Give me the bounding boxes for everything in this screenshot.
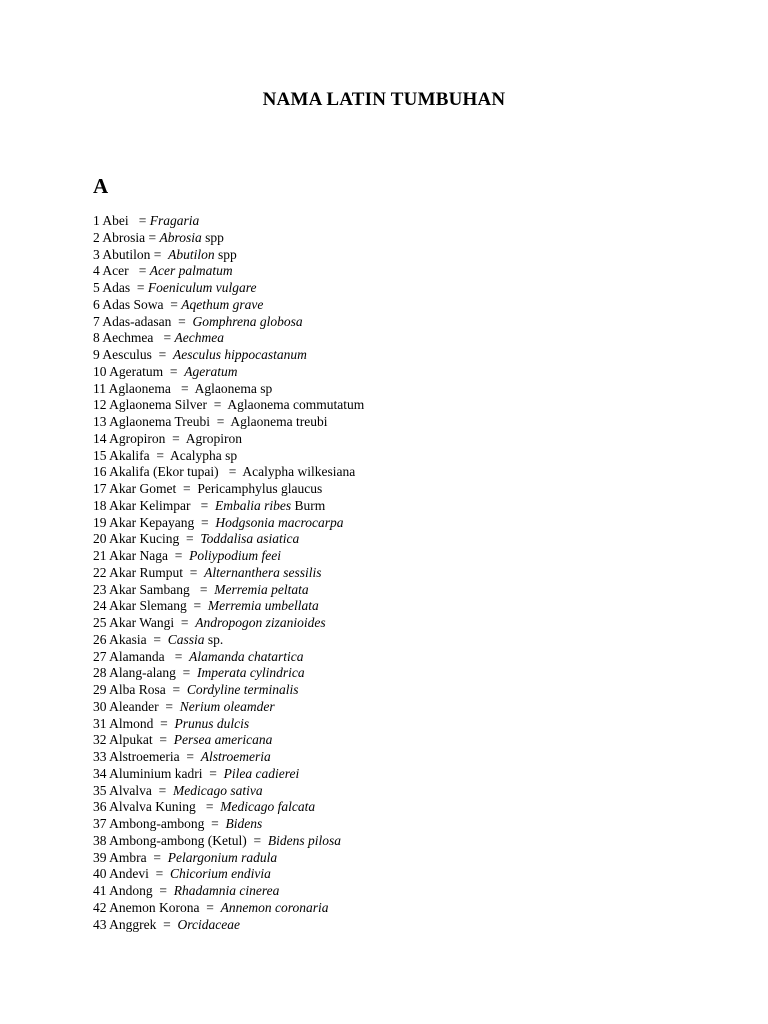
page-title: NAMA LATIN TUMBUHAN (262, 89, 506, 110)
equals-separator: = (163, 296, 182, 312)
scientific-name: Rhadamnia cinerea (173, 883, 280, 898)
equals-separator: = (164, 648, 190, 664)
entry-number: 41 (93, 883, 107, 898)
equals-separator: = (204, 816, 226, 831)
scientific-name: Nerium oleamder (179, 698, 275, 714)
list-item (93, 649, 693, 666)
list-item (93, 414, 693, 431)
equals-separator: = (175, 665, 197, 681)
common-name: Alang-alang (109, 665, 176, 681)
equals-separator: = (152, 883, 174, 898)
scientific-name: Abrosia (159, 229, 202, 245)
scientific-name: Alternanthera sessilis (204, 564, 322, 580)
entry-number: 10 (93, 363, 107, 379)
entry-number: 21 (93, 548, 107, 563)
common-name: Akalifa (109, 447, 150, 463)
list-item (93, 732, 693, 749)
list-item (93, 632, 693, 649)
equals-separator: = (165, 682, 187, 697)
common-name: Aglaonema Treubi (109, 414, 211, 429)
common-name: Anggrek (109, 916, 157, 932)
scientific-name: Aesculus hippocastanum (173, 347, 307, 362)
scientific-suffix: spp (214, 246, 237, 262)
scientific-name: Acalypha wilkesiana (242, 464, 356, 480)
list-item (93, 364, 693, 381)
common-name: Ageratum (109, 363, 164, 379)
entry-number: 19 (93, 514, 107, 530)
entry-number: 35 (93, 782, 107, 798)
common-name: Alba Rosa (109, 682, 166, 697)
entry-number: 26 (93, 631, 107, 647)
equals-separator: = (149, 447, 170, 463)
equals-separator: = (183, 564, 205, 580)
scientific-name: Orcidaceae (177, 916, 240, 932)
equals-separator: = (176, 481, 198, 496)
entry-number: 16 (93, 464, 107, 480)
entry-number: 24 (93, 598, 107, 614)
common-name: Akalifa (Ekor tupai) (109, 464, 219, 480)
equals-separator: = (152, 732, 174, 748)
scientific-name: Imperata cylindrica (197, 665, 305, 681)
entry-number: 29 (93, 682, 107, 697)
list-item (93, 598, 693, 615)
list-item (93, 481, 693, 498)
entry-number: 12 (93, 397, 107, 413)
equals-separator: = (151, 782, 174, 798)
list-item (93, 900, 693, 917)
entry-number: 2 (93, 229, 100, 245)
common-name: Aleander (109, 698, 159, 714)
list-item (93, 397, 693, 414)
list-item (93, 431, 693, 448)
common-name: Acer (102, 263, 129, 279)
equals-separator: = (202, 765, 224, 781)
scientific-name: Aqethum grave (181, 296, 264, 312)
scientific-name: Bidens (225, 816, 263, 831)
list-item (93, 850, 693, 867)
scientific-suffix: sp. (204, 631, 224, 647)
list-item (93, 314, 693, 331)
entry-number: 8 (93, 330, 100, 346)
common-name: Akar Naga (109, 548, 168, 563)
list-item (93, 531, 693, 548)
common-name: Alstroemeria (109, 749, 180, 764)
entry-number: 43 (93, 916, 107, 932)
list-item (93, 498, 693, 515)
entry-number: 40 (93, 866, 107, 882)
scientific-name: Prunus dulcis (174, 715, 250, 731)
common-name: Akasia (109, 631, 147, 647)
entry-number: 11 (93, 380, 106, 396)
scientific-name: Foeniculum vulgare (147, 280, 257, 295)
entry-number: 14 (93, 430, 107, 446)
scientific-name: Aechmea (174, 330, 224, 346)
entry-number: 5 (93, 280, 100, 295)
equals-separator: = (146, 849, 168, 865)
common-name: Aglaonema (108, 380, 171, 396)
common-name: Akar Wangi (109, 615, 175, 630)
equals-separator: = (218, 464, 243, 480)
equals-separator: = (186, 598, 208, 614)
equals-separator: = (153, 330, 175, 346)
equals-separator: = (170, 380, 195, 396)
common-name: Alpukat (109, 732, 153, 748)
list-item (93, 816, 693, 833)
common-name: Alvalva (109, 782, 152, 798)
common-name: Aluminium kadri (109, 765, 203, 781)
equals-separator: = (150, 246, 169, 262)
scientific-name: Andropogon zizanioides (195, 615, 326, 630)
list-item (93, 247, 693, 264)
common-name: Adas Sowa (102, 296, 164, 312)
common-name: Alamanda (109, 648, 165, 664)
entry-number: 23 (93, 581, 107, 597)
common-name: Adas (102, 280, 131, 295)
equals-separator: = (153, 715, 175, 731)
entry-number: 30 (93, 698, 107, 714)
list-item (93, 615, 693, 632)
entry-number: 28 (93, 665, 107, 681)
common-name: Abrosia (102, 229, 146, 245)
common-name: Agropiron (109, 430, 166, 446)
entry-number: 39 (93, 849, 107, 865)
equals-separator: = (179, 749, 201, 764)
equals-separator: = (128, 213, 150, 228)
equals-separator: = (195, 799, 221, 815)
entry-number: 3 (93, 246, 100, 262)
entry-number: 17 (93, 481, 107, 496)
scientific-name: Acer palmatum (149, 263, 233, 279)
entry-number: 34 (93, 765, 107, 781)
common-name: Alvalva Kuning (109, 799, 196, 815)
equals-separator: = (148, 866, 171, 882)
list-item (93, 230, 693, 247)
scientific-name: Chicorium endivia (170, 866, 271, 882)
scientific-name: Abutilon (168, 246, 215, 262)
entry-number: 33 (93, 749, 107, 764)
list-item (93, 766, 693, 783)
scientific-name: Ageratum (184, 363, 238, 379)
common-name: Andong (109, 883, 153, 898)
scientific-name: Aglaonema commutatum (227, 397, 365, 413)
scientific-name: Pelargonium radula (167, 849, 278, 865)
equals-separator: = (168, 548, 190, 563)
equals-separator: = (174, 615, 196, 630)
scientific-name: Aglaonema sp (194, 380, 273, 396)
common-name: Aechmea (102, 330, 154, 346)
common-name: Akar Kepayang (109, 514, 195, 530)
common-name: Ambong-ambong (109, 816, 205, 831)
scientific-name: Gomphrena globosa (192, 313, 303, 329)
scientific-name: Fragaria (149, 213, 200, 228)
equals-separator: = (151, 347, 174, 362)
section-heading: A (93, 174, 109, 198)
common-name: Abutilon (102, 246, 151, 262)
scientific-name: Aglaonema treubi (230, 414, 328, 429)
list-item (93, 682, 693, 699)
list-item (93, 716, 693, 733)
entry-number: 15 (93, 447, 107, 463)
common-name: Anemon Korona (109, 899, 200, 915)
list-item (93, 699, 693, 716)
entry-number: 25 (93, 615, 107, 630)
equals-separator: = (210, 414, 231, 429)
equals-separator: = (145, 229, 160, 245)
entry-number: 42 (93, 899, 107, 915)
scientific-name: Cordyline terminalis (186, 682, 299, 697)
list-item (93, 565, 693, 582)
entry-number: 7 (93, 313, 100, 329)
equals-separator: = (146, 631, 168, 647)
list-item (93, 548, 693, 565)
equals-separator: = (246, 832, 268, 848)
equals-separator: = (189, 581, 215, 597)
scientific-suffix: Burm (291, 497, 326, 513)
equals-separator: = (199, 899, 221, 915)
common-name: Abei (102, 213, 129, 228)
list-item (93, 749, 693, 766)
common-name: Akar Kelimpar (109, 497, 191, 513)
scientific-name: Toddalisa asiatica (200, 531, 300, 547)
equals-separator: = (163, 363, 185, 379)
scientific-name: Bidens pilosa (267, 832, 341, 848)
equals-separator: = (194, 514, 216, 530)
scientific-name: Hodgsonia macrocarpa (215, 514, 344, 530)
scientific-name: Alstroemeria (200, 749, 271, 764)
equals-separator: = (156, 916, 178, 932)
list-item (93, 381, 693, 398)
entry-number: 36 (93, 799, 107, 815)
scientific-name: Medicago falcata (220, 799, 316, 815)
common-name: Akar Slemang (109, 598, 187, 614)
scientific-name: Pilea cadierei (223, 765, 300, 781)
list-item (93, 330, 693, 347)
scientific-name: Alamanda chatartica (189, 648, 304, 664)
scientific-name: Cassia (167, 631, 205, 647)
equals-separator: = (158, 698, 180, 714)
common-name: Akar Kucing (109, 531, 180, 547)
entry-number: 4 (93, 263, 100, 279)
common-name: Andevi (109, 866, 149, 882)
common-name: Ambong-ambong (Ketul) (109, 832, 247, 848)
equals-separator: = (207, 397, 228, 413)
list-item (93, 448, 693, 465)
equals-separator: = (179, 531, 201, 547)
list-item (93, 347, 693, 364)
common-name: Akar Sambang (109, 581, 190, 597)
list-item (93, 833, 693, 850)
list-item (93, 866, 693, 883)
entry-number: 1 (93, 213, 100, 228)
scientific-name: Annemon coronaria (220, 899, 329, 915)
entry-number: 37 (93, 816, 107, 831)
scientific-name: Acalypha sp (170, 447, 238, 463)
list-item (93, 213, 693, 230)
common-name: Adas-adasan (102, 313, 172, 329)
scientific-suffix: spp (201, 229, 224, 245)
list-item (93, 464, 693, 481)
equals-separator: = (128, 263, 150, 279)
list-item (93, 263, 693, 280)
entry-number: 20 (93, 531, 107, 547)
entry-number: 13 (93, 414, 107, 429)
entry-number: 6 (93, 296, 100, 312)
scientific-name: Merremia peltata (214, 581, 309, 597)
entry-number: 22 (93, 564, 107, 580)
equals-separator: = (190, 497, 215, 513)
entry-number: 27 (93, 648, 107, 664)
scientific-name: Agropiron (185, 430, 243, 446)
entry-number: 38 (93, 832, 107, 848)
scientific-name: Pericamphylus glaucus (197, 481, 323, 496)
common-name: Akar Gomet (109, 481, 177, 496)
list-item (93, 799, 693, 816)
list-item (93, 582, 693, 599)
list-item (93, 783, 693, 800)
equals-separator: = (171, 313, 193, 329)
list-item (93, 297, 693, 314)
list-item (93, 883, 693, 900)
common-name: Aglaonema Silver (109, 397, 207, 413)
common-name: Almond (109, 715, 154, 731)
entry-number: 31 (93, 715, 107, 731)
entry-number: 18 (93, 497, 107, 513)
common-name: Akar Rumput (109, 564, 184, 580)
entry-number: 32 (93, 732, 107, 748)
scientific-name: Medicago sativa (173, 782, 263, 798)
list-item (93, 917, 693, 934)
list-item (93, 280, 693, 297)
scientific-name: Merremia umbellata (207, 598, 319, 614)
equals-separator: = (130, 280, 148, 295)
plant-name-list (93, 213, 693, 933)
entry-number: 9 (93, 347, 100, 362)
list-item (93, 665, 693, 682)
list-item (93, 515, 693, 532)
common-name: Aesculus (102, 347, 152, 362)
common-name: Ambra (109, 849, 147, 865)
scientific-name: Poliypodium feei (189, 548, 281, 563)
equals-separator: = (165, 430, 186, 446)
scientific-name: Embalia ribes (214, 497, 292, 513)
scientific-name: Persea americana (173, 732, 273, 748)
